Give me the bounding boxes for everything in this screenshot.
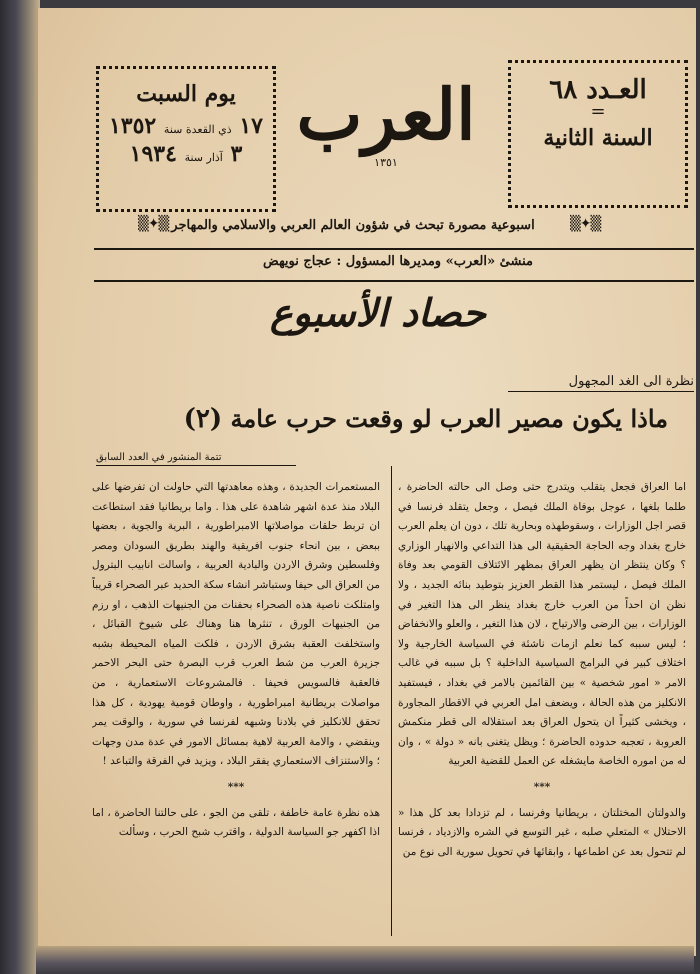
header-rule-top xyxy=(94,248,694,250)
column-left-para-2: هذه نظرة عامة خاطفة ، تلقى من الجو ، على حالتنا الحاضرة ، اما اذا اكفهر جو السياسة الدولية ، واقترب شبح الحرب ، وسألت xyxy=(92,806,380,839)
date-hijri xyxy=(105,113,267,139)
hijri-year: ١٣٥٢ xyxy=(108,113,157,139)
headline-part: (٢) xyxy=(183,404,223,434)
article-headline xyxy=(108,404,668,434)
continued-note: تتمة المنشور في العدد السابق xyxy=(96,452,296,466)
newspaper-page xyxy=(36,8,696,956)
hijri-month: ذي القعدة سنة xyxy=(163,123,232,136)
ornament-left-icon: ▒✦▒ xyxy=(138,216,169,232)
greg-day: ٣ xyxy=(230,141,243,167)
article-column-right xyxy=(398,478,686,933)
date-day: يوم السبت xyxy=(136,81,236,107)
date-box xyxy=(96,66,276,212)
column-right-separator: *** xyxy=(533,780,551,793)
masthead-logo: العرب xyxy=(296,73,476,156)
issue-separator: = xyxy=(590,101,606,122)
column-left-para-1: المستعمرات الجديدة ، وهذه معاهدتها التي حاولت ان تفرضها على البلاد منذ عدة اشهر شاهدة على هذا . واما بريطانيا فقد استطاعت ان تربط حلقات مواصلاتها الامبراطورية ، البرية والجوية ، بعضها ببعض ، بين انحاء جنوب افريقية والهند بطريق السودان ومصر وفلسطين وشرق الاردن والبادية العربية ، واسالت انابيب البترول من العراق الى حيفا وستباشر انشاء سكة الحديد عبر الصحراء قريباً وامتلكت ناصية هذه الصحراء بحفنات من الجنيهات الذهب ، او رزم من الجنيهات الورق ، تنثرها هنا وهناك على شيوخ القبائل ، واستخلفت العقبة بشرق الاردن ، فلكت المياه المحيطة بشبه جزيرة العرب من شط العرب قرب البصرة حتى البحر الاحمر فالعقبة فالسويس فحيفا . فالمشروعات الاستعمارية ، من مواصلات بريطانية امبراطورية ، واوطان قومية يهودية ، كل هذا تحقق للانكليز في بلادنا وشبهه لفرنسا في سورية ، والوقت يمر وينقضي ، والامة العربية لاهية بمسائل الامور في عدة مدن وجهات ؛ والاستنزاف الاستعماري يفقر البلاد ، ويزيد في الفرقة والتباعد ! xyxy=(92,481,380,768)
issue-year: السنة الثانية xyxy=(543,125,653,151)
hijri-day: ١٧ xyxy=(239,113,263,139)
tagline: اسبوعية مصورة تبحث في شؤون العالم العربي والاسلامي والمهاجر xyxy=(171,218,535,233)
header-rule-bottom xyxy=(94,280,694,282)
masthead-founded: ١٣٥١ xyxy=(374,156,398,169)
ornament-right-icon: ▒✦▒ xyxy=(570,216,601,232)
book-binding xyxy=(0,0,40,974)
masthead xyxy=(286,70,486,190)
issue-number: العـدد ٦٨ xyxy=(549,75,647,105)
column-right-para-1: اما العراق فجعل يتقلب ويتدرج حتى وصل الى حالته الحاضرة ، طلما بلغها ، عوجل بوفاة الملك فيصل ، وجعل يتقلد فرنسا في قصر اجل الوزارات ، وسقوطهذه وبحارية تلك ، دون ان يعلم العرب خارج بغداد وجه الحاجة الحقيقية الى هذا التداعي والانهيار الوزاري ؟ وكان ينتظر ان يظهر العراق بمظهر الائتلاف القومي بعد وفاة الملك فيصل ، ليستمر هذا القطر العزيز بتوطيد بنائه الجديد ، ولا نظن ان احداً من العرب خارج بغداد ينظر الى هذا التغير في الوزارات ، بين الرضى والارتياح ، لان هذا التغير ، والعلو والانخفاض ؛ ليس سببه كما نعلم ازمات ناشئة في السياسة الخارجية ولا اختلاف كبير في البرامج السياسية الداخلية ؟ بل سببه في غالب الامر « امور شخصية » بين القائمين بالامر في بغداد ، فيستفيد الانكليز من هذه الحالة ، ويضعف امل العربي في الاقطار المجاورة ، ويخشى كثيراً ان يتحول العراق بعد استقلاله الى قطر منكمش العروبة ، تعجبه حدوده الحاضرة ؛ ويظل يتغنى بانه « دولة » ، وان له من اموره الخاصة مايشغله عن العمل للقضية العربية xyxy=(398,481,686,768)
headline-text: ماذا يكون مصير العرب لو وقعت حرب عامة xyxy=(230,404,668,433)
editor-line: منشئ «العرب» ومديرها المسؤول : عجاج نويهض xyxy=(263,254,533,269)
column-right-para-2: والدولتان المختلتان ، بريطانيا وفرنسا ، لم تزدادا بعد كل هذا « الاحتلال » المتعلي صلبه ، غير التوسع في الشره والازدياد ، فرنسا لم تتحول بعد عن اطماعها ، وابقائها في تحويل سورية الى نوع من xyxy=(398,806,686,858)
article-column-left xyxy=(92,478,380,933)
issue-box xyxy=(508,60,688,208)
greg-month: آذار سنة xyxy=(184,151,223,164)
column-left-separator: *** xyxy=(227,780,245,793)
column-divider xyxy=(391,466,392,936)
date-gregorian xyxy=(105,141,267,167)
section-title: حصاد الأسبوع xyxy=(269,290,486,335)
page-bottom-edge xyxy=(36,946,694,974)
greg-year: ١٩٣٤ xyxy=(129,141,177,167)
article-kicker: نظرة الى الغد المجهول xyxy=(508,374,694,392)
